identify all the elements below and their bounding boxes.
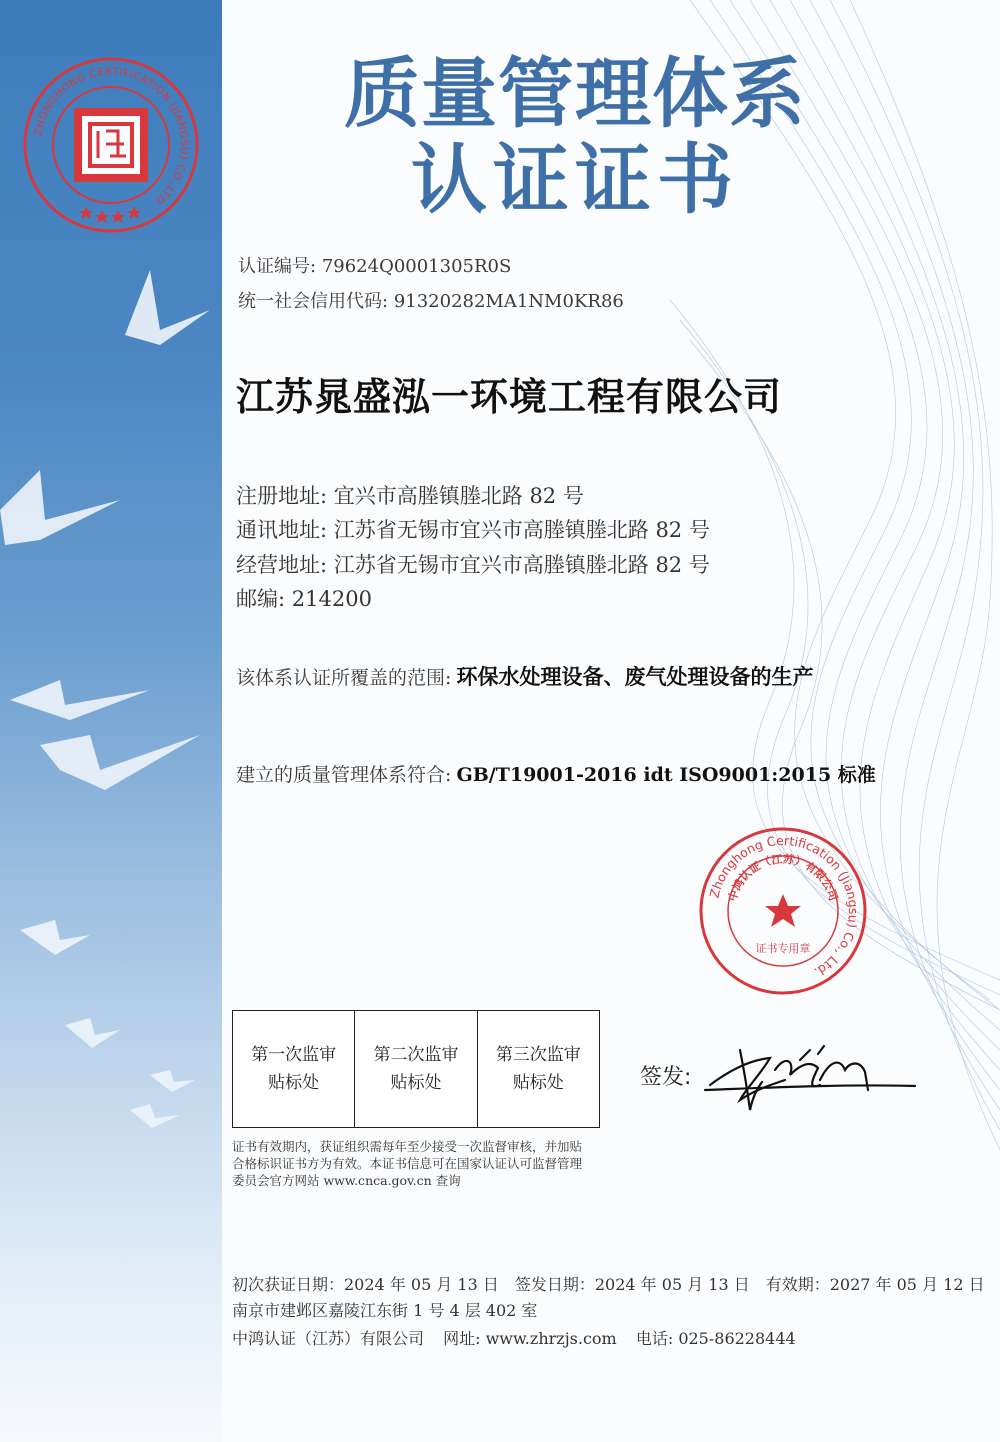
handwritten-signature (700, 1030, 930, 1130)
audit-box-2-line2: 贴标处 (390, 1073, 442, 1093)
footer-dates: 初次获证日期：2024 年 05 月 13 日 签发日期：2024 年 05 月 13 日 有效期：2027 年 05 月 12 日 (232, 1275, 985, 1294)
audit-box-1 (233, 1011, 355, 1127)
certificate-title-line1: 质量管理体系 (344, 49, 806, 138)
credit-code-row (238, 287, 624, 313)
stamp-inner-text: 中鸿认证（江苏）有限公司 (725, 852, 840, 903)
certificate-title-line2: 认证证书 (411, 135, 739, 224)
audit-box-3-line2: 贴标处 (512, 1073, 564, 1093)
footer-website-label: 网址: (443, 1329, 481, 1348)
audit-box-1-line1: 第一次监审 (251, 1045, 337, 1065)
audit-box-1-line2: 贴标处 (268, 1073, 320, 1093)
mailing-address-label: 通讯地址: (236, 518, 328, 542)
footer-phone: 025-86228444 (678, 1329, 796, 1348)
sign-label: 签发: (640, 1065, 692, 1090)
official-red-stamp (698, 826, 868, 996)
note-line-1: 证书有效期内，获证组织需每年至少接受一次监督审核，并加贴 (232, 1139, 583, 1154)
business-address-label: 经营地址: (236, 553, 328, 577)
postcode-row (236, 583, 372, 613)
zhonghong-logo-seal (22, 56, 200, 234)
registered-address-row (236, 480, 584, 510)
scope-row (236, 661, 814, 691)
postcode-label: 邮编: (236, 587, 286, 611)
mailing-address-row (236, 514, 710, 544)
note-line-2: 合格标识证书方为有效。本证书信息可在国家认证认可监督管理 (232, 1156, 583, 1171)
credit-code-value: 91320282MA1NM0KR86 (393, 291, 624, 312)
footer-phone-label: 电话: (635, 1329, 674, 1348)
postcode-value: 214200 (291, 587, 372, 611)
audit-box-2-line1: 第二次监审 (373, 1045, 459, 1065)
logo-ring-text: ZHONGHONG CERTIFICATION (JIANGSU) CO.,LTD (32, 65, 191, 207)
cert-number-row (238, 252, 511, 278)
surveillance-label-boxes (232, 1010, 600, 1128)
business-address-row (236, 549, 710, 579)
registered-address-label: 注册地址: (236, 484, 328, 508)
cert-number-label: 认证编号: (238, 256, 317, 277)
cert-number-value: 79624Q0001305R0S (321, 256, 512, 277)
scope-value: 环保水处理设备、废气处理设备的生产 (456, 665, 814, 689)
stamp-outer-text: Zhonghong Certification (Jiangsu) Co., Ltd. (706, 832, 862, 981)
registered-address-value: 宜兴市高塍镇塍北路 82 号 (333, 484, 584, 508)
standard-value: GB/T19001-2016 idt ISO9001:2015 标准 (456, 764, 876, 786)
footer-address: 南京市建邺区嘉陵江东街 1 号 4 层 402 室 (232, 1301, 538, 1320)
business-address-value: 江苏省无锡市宜兴市高塍镇塍北路 82 号 (333, 553, 710, 577)
mailing-address-value: 江苏省无锡市宜兴市高塍镇塍北路 82 号 (333, 518, 710, 542)
standard-label: 建立的质量管理体系符合: (236, 764, 452, 786)
company-name: 江苏晁盛泓一环境工程有限公司 (236, 375, 783, 419)
scope-label: 该体系认证所覆盖的范围: (236, 667, 452, 689)
standard-row (236, 760, 876, 787)
validity-note (232, 1138, 602, 1189)
footer-contact-row (232, 1326, 796, 1349)
footer-issuer: 中鸿认证（江苏）有限公司 (232, 1329, 425, 1348)
footer-website: www.zhrzjs.com (485, 1329, 617, 1348)
note-line-3: 委员会官方网站 www.cnca.gov.cn 查询 (232, 1173, 461, 1188)
audit-box-3 (478, 1011, 599, 1127)
credit-code-label: 统一社会信用代码: (238, 291, 389, 312)
audit-box-2 (355, 1011, 477, 1127)
audit-box-3-line1: 第三次监审 (495, 1045, 581, 1065)
stamp-bottom-text: 证书专用章 (755, 942, 811, 955)
